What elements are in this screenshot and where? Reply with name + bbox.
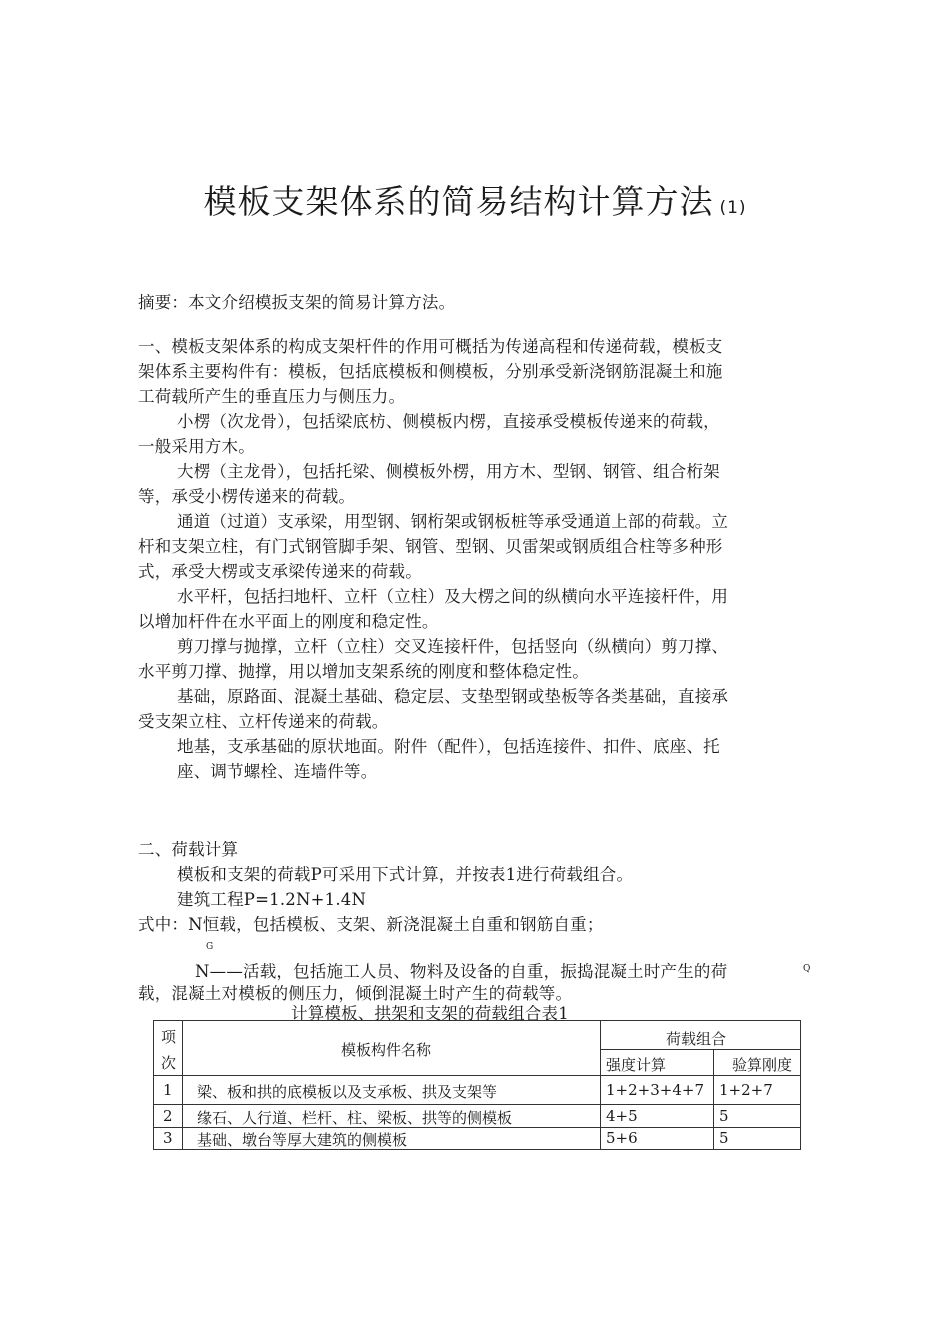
row-strength: 1+2+3+4+7	[606, 1081, 704, 1099]
title-text: 模板支架体系的简易结构计算方法	[203, 182, 714, 221]
row-strength: 4+5	[606, 1107, 638, 1125]
para-line: 小楞（次龙骨），包括梁底枋、侧模板内楞，直接承受模板传递来的荷载，	[177, 412, 720, 431]
row-stiffness: 5	[719, 1107, 729, 1125]
abstract: 摘要：本文介绍模扳支架的简易计算方法。	[138, 293, 456, 312]
para-line: 地基，支承基础的原状地面。附件（配件），包括连接件、扣件、底座、托	[177, 737, 720, 756]
row-stiffness: 5	[719, 1129, 729, 1147]
para-line: 水平剪刀撑、抛撑，用以增加支架系统的刚度和整体稳定性。	[138, 662, 589, 681]
header-strength: 强度计算	[606, 1056, 667, 1074]
para-line: 水平杆，包括扫地杆、立杆（立柱）及大楞之间的纵横向水平连接杆件，用	[177, 587, 729, 606]
para-line: 式中：N恒载，包括模板、支架、新浇混凝土自重和钢筋自重；	[138, 915, 604, 934]
subscript-g: G	[206, 942, 214, 952]
header-name: 模板构件名称	[341, 1041, 432, 1059]
row-no: 1	[163, 1081, 173, 1099]
row-stiffness: 1+2+7	[719, 1081, 773, 1099]
para-line: 架体系主要构件有：模板，包括底模板和侧模板，分别承受新浇钢筋混凝土和施	[138, 362, 723, 381]
para-line: 模板和支架的荷载P可采用下式计算，并按表1进行荷载组合。	[177, 865, 634, 884]
para-line: 座、调节螺栓、连墙件等。	[177, 762, 378, 781]
table-caption: 计算模板、拱架和支架的荷载组合表1	[291, 1004, 569, 1023]
para-line: 以增加杆件在水平面上的刚度和稳定性。	[138, 612, 439, 631]
row-strength: 5+6	[606, 1129, 638, 1147]
para-line: 一般采用方木。	[138, 437, 255, 456]
para-line: 基础，原路面、混凝土基础、稳定层、支垫型钢或垫板等各类基础，直接承	[177, 687, 729, 706]
row-name: 梁、板和拱的底模板以及支承板、拱及支架等	[197, 1083, 498, 1101]
row-no: 2	[163, 1107, 173, 1125]
para-line: 一、模板支架体系的构成支架杆件的作用可概括为传递高程和传递荷载，模板支	[138, 337, 723, 356]
para-line: 通道（过道）支承梁，用型钢、钢桁架或钢板桩等承受通道上部的荷载。立	[177, 512, 729, 531]
row-no: 3	[163, 1129, 173, 1147]
title-suffix: (1)	[719, 198, 747, 218]
para-line: 杆和支架立柱，有门式钢管脚手架、钢管、型钢、贝雷架或钢质组合柱等多种形	[138, 537, 723, 556]
header-no-1: 项	[161, 1028, 177, 1046]
para-line: 工荷载所产生的垂直压力与侧压力。	[138, 387, 406, 406]
header-no-2: 次	[161, 1054, 177, 1072]
para-line: 受支架立柱、立杆传递来的荷载。	[138, 712, 389, 731]
para-line: 载，混凝土对模板的侧压力，倾倒混凝土时产生的荷载等。	[138, 984, 573, 1003]
formula: 建筑工程P=1.2N+1.4N	[177, 890, 367, 909]
para-line: N——活载，包括施工人员、物料及设备的自重，振捣混凝土时产生的荷	[195, 962, 728, 981]
subscript-q: Q	[803, 964, 811, 974]
para-line: 大楞（主龙骨），包括托梁、侧模板外楞，用方木、型钢、钢管、组合桁架	[177, 462, 720, 481]
row-name: 缘石、人行道、栏杆、柱、梁板、拱等的侧模板	[197, 1109, 513, 1127]
para-line: 剪刀撑与抛撑，立杆（立柱）交叉连接杆件，包括竖向（纵横向）剪刀撑、	[177, 637, 729, 656]
load-combination-table	[153, 1020, 801, 1150]
page-title	[0, 176, 950, 223]
header-stiffness: 验算刚度	[732, 1056, 793, 1074]
section-heading: 二、荷载计算	[138, 840, 239, 859]
row-name: 基础、墩台等厚大建筑的侧模板	[197, 1131, 408, 1149]
header-combo: 荷载组合	[666, 1030, 727, 1048]
para-line: 等，承受小楞传递来的荷载。	[138, 487, 356, 506]
para-line: 式，承受大楞或支承梁传递来的荷载。	[138, 562, 422, 581]
